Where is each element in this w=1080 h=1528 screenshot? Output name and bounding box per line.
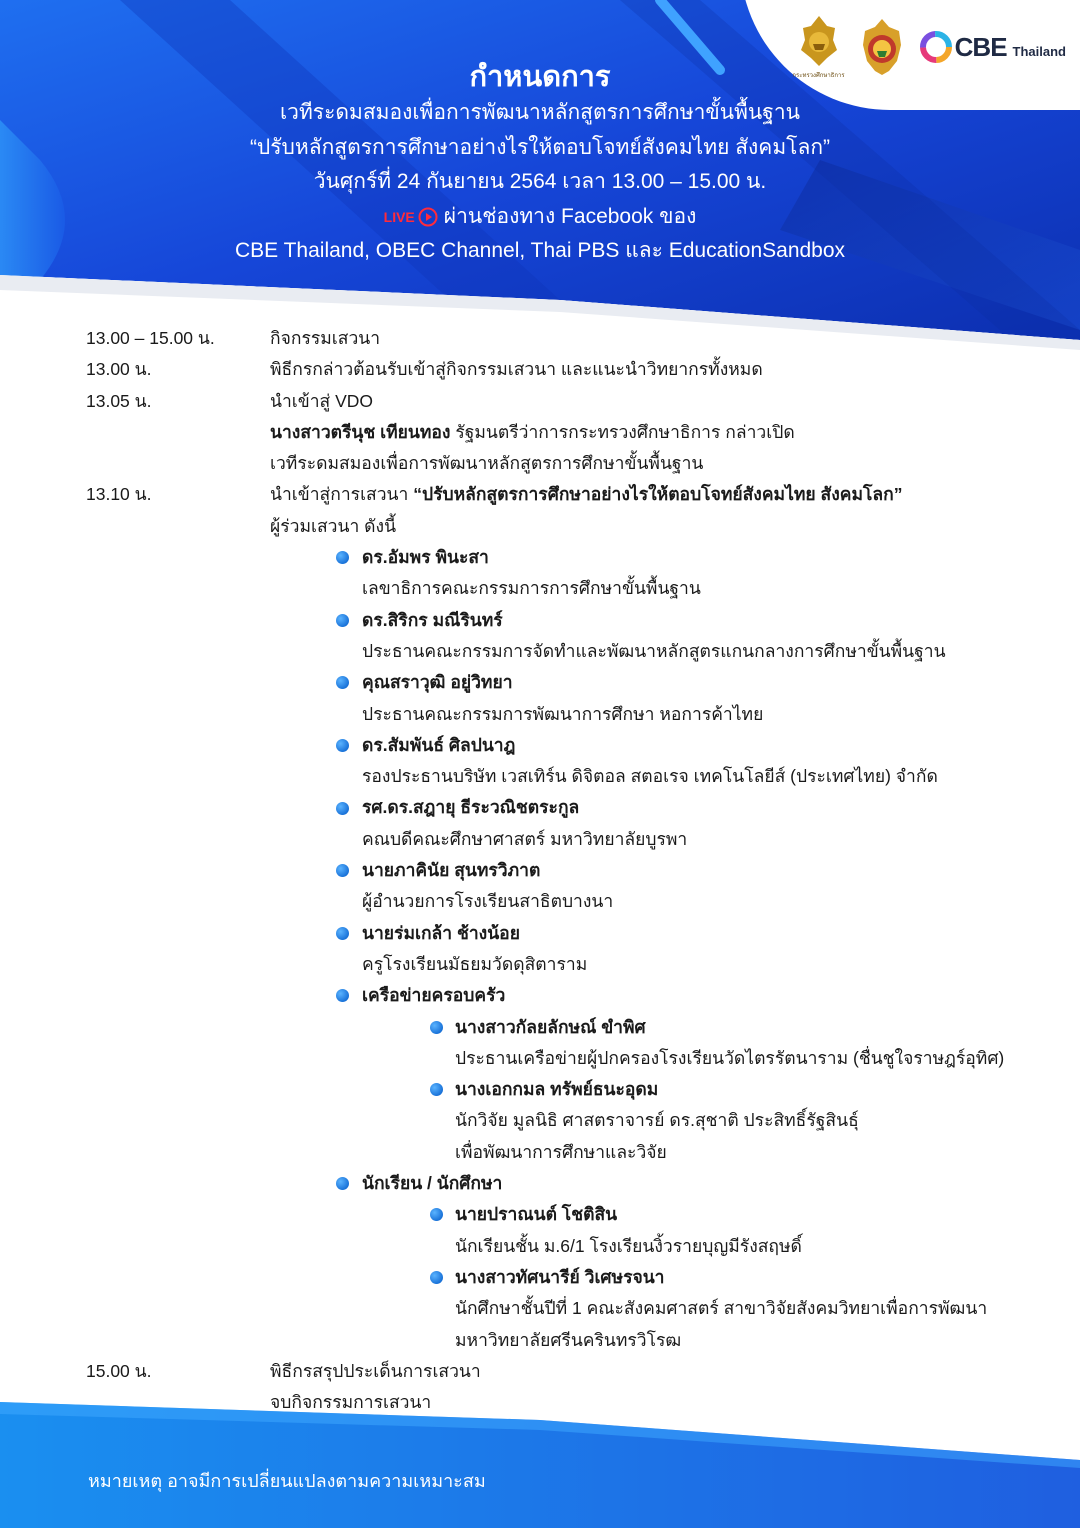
bullet-icon <box>336 605 349 636</box>
footer-banner <box>0 1390 1080 1528</box>
live-play-icon <box>418 207 438 227</box>
panelist-name: ดร.สิริกร มณีรินทร์ <box>362 609 503 630</box>
panelist-role: ประธานเครือข่ายผู้ปกครองโรงเรียนวัดไตรรัตนาราม (ชื่นชูใจราษฎร์อุทิศ) <box>455 1047 1005 1068</box>
panelist-role: ประธานคณะกรรมการพัฒนาการศึกษา หอการค้าไทย <box>362 703 764 724</box>
agenda-time: 15.00 น. <box>86 1360 152 1381</box>
panelist-role-row <box>0 1325 1080 1356</box>
panelist-role-row <box>0 636 1080 667</box>
panelist-role-row <box>0 573 1080 604</box>
agenda-row <box>0 323 1080 354</box>
panelist-item <box>0 918 1080 949</box>
cbe-logo-text: CBE <box>954 31 1007 62</box>
panelist-role: ครูโรงเรียนมัธยมวัดดุสิตาราม <box>362 953 588 974</box>
group-title: เครือข่ายครอบครัว <box>362 985 506 1006</box>
panelist-name: นายร่มเกล้า ช้างน้อย <box>362 922 520 943</box>
bullet-icon <box>336 792 349 823</box>
broadcast-text: ผ่านช่องทาง Facebook ของ <box>443 204 697 228</box>
panelist-role: รองประธานบริษัท เวสเทิร์น ดิจิตอล สตอเรจ เทคโนโลยีส์ (ประเทศไทย) จำกัด <box>362 766 938 787</box>
bullet-icon <box>336 542 349 573</box>
panelist-item <box>0 792 1080 823</box>
agenda-row <box>0 386 1080 417</box>
panelist-role-row <box>0 1293 1080 1324</box>
agenda-desc: ผู้ร่วมเสวนา ดังนี้ <box>270 515 397 536</box>
panelist-item <box>0 730 1080 761</box>
panelist-name: นายปราณนต์ โชติสิน <box>455 1204 618 1225</box>
panelist-name: นางสาวกัลยลักษณ์ ขำพิศ <box>455 1016 646 1037</box>
agenda-row <box>0 354 1080 385</box>
agenda-desc <box>270 479 902 510</box>
header-text-block <box>0 58 1080 269</box>
speaker-name: นางสาวตรีนุช เทียนทอง <box>270 421 451 442</box>
header-banner <box>0 0 1080 360</box>
panelist-role-row <box>0 949 1080 980</box>
panelist-item <box>0 605 1080 636</box>
panelist-role-row <box>0 824 1080 855</box>
panelist-item <box>0 1012 1080 1043</box>
panelist-name: นางสาวทัศนารีย์ วิเศษรจนา <box>455 1266 665 1287</box>
panelist-name: นางเอกกมล ทรัพย์ธนะอุดม <box>455 1079 659 1100</box>
bullet-icon <box>336 730 349 761</box>
agenda-time: 13.00 – 15.00 น. <box>86 328 215 348</box>
panelist-role-row <box>0 886 1080 917</box>
agenda-time: 13.00 น. <box>86 359 152 380</box>
panelist-role: มหาวิทยาลัยศรีนครินทรวิโรฒ <box>455 1329 682 1350</box>
panelist-role: นักวิจัย มูลนิธิ ศาสตราจารย์ ดร.สุชาติ ประสิทธิ์รัฐสินธุ์ <box>455 1110 859 1131</box>
agenda-desc: กิจกรรมเสวนา <box>270 328 381 348</box>
agenda-desc <box>270 417 795 448</box>
panelist-group <box>0 1168 1080 1199</box>
panelist-item <box>0 1199 1080 1230</box>
speaker-role: รัฐมนตรีว่าการกระทรวงศึกษาธิการ กล่าวเปิด <box>450 421 795 442</box>
panelist-role-row <box>0 1231 1080 1262</box>
bullet-icon <box>336 980 349 1011</box>
group-title: นักเรียน / นักศึกษา <box>362 1173 503 1194</box>
panelist-role-row <box>0 699 1080 730</box>
panelist-item <box>0 667 1080 698</box>
panelist-name: นายภาคินัย สุนทรวิภาต <box>362 860 541 881</box>
panelist-group <box>0 980 1080 1011</box>
forum-topic: “ปรับหลักสูตรการศึกษาอย่างไรให้ตอบโจทย์สังคมไทย สังคมโลก” <box>413 484 903 505</box>
broadcast-line <box>0 200 1080 235</box>
moe-logo-caption: กระทรวงศึกษาธิการ <box>792 72 845 79</box>
live-label: LIVE <box>383 208 415 225</box>
event-topic: “ปรับหลักสูตรการศึกษาอย่างไรให้ตอบโจทย์สังคมไทย สังคมโลก” <box>249 135 831 159</box>
panelist-role: ประธานคณะกรรมการจัดทำและพัฒนาหลักสูตรแกนกลางการศึกษาขั้นพื้นฐาน <box>362 640 946 661</box>
panelist-item <box>0 1074 1080 1105</box>
live-badge <box>384 200 438 235</box>
agenda-desc: พิธีกรสรุปประเด็นการเสวนา <box>270 1360 481 1381</box>
agenda-time: 13.10 น. <box>86 484 152 505</box>
agenda-desc: พิธีกรกล่าวต้อนรับเข้าสู่กิจกรรมเสวนา และแนะนำวิทยากรทั้งหมด <box>270 359 763 380</box>
agenda-desc: เวทีระดมสมองเพื่อการพัฒนาหลักสูตรการศึกษาขั้นพื้นฐาน <box>270 453 704 474</box>
panelist-name: ดร.สัมพันธ์ ศิลปนาฎ <box>362 734 516 755</box>
panelist-role-row <box>0 1105 1080 1136</box>
agenda-row <box>0 448 1080 479</box>
panelist-name: คุณสราวุฒิ อยู่วิทยา <box>362 672 513 693</box>
panelist-role: เพื่อพัฒนาการศึกษาและวิจัย <box>455 1141 667 1162</box>
footer-note: หมายเหตุ อาจมีการเปลี่ยนแปลงตามความเหมาะสม <box>88 1471 486 1491</box>
footer-background <box>0 1390 1080 1528</box>
bullet-icon <box>336 1168 349 1199</box>
bullet-icon <box>430 1012 443 1043</box>
bullet-icon <box>430 1074 443 1105</box>
panelist-name: ดร.อัมพร พินะสา <box>362 547 489 568</box>
panelist-name: รศ.ดร.สฎายุ ธีระวณิชตระกูล <box>362 797 580 818</box>
agenda-desc: นำเข้าสู่ VDO <box>270 390 374 411</box>
panelist-role-row <box>0 1137 1080 1168</box>
agenda-row <box>0 511 1080 542</box>
agenda-row <box>0 1356 1080 1387</box>
agenda-row <box>0 479 1080 510</box>
bullet-icon <box>336 918 349 949</box>
agenda <box>0 323 1080 1418</box>
panelist-role-row <box>0 761 1080 792</box>
panelist-role: คณบดีคณะศึกษาศาสตร์ มหาวิทยาลัยบูรพา <box>362 828 688 849</box>
event-name: เวทีระดมสมองเพื่อการพัฒนาหลักสูตรการศึกษาขั้นพื้นฐาน <box>279 101 801 124</box>
panelist-item <box>0 855 1080 886</box>
cbe-logo-subtext: Thailand <box>1012 43 1066 59</box>
page-title: กำหนดการ <box>469 61 611 93</box>
bullet-icon <box>336 855 349 886</box>
panelist-role-row <box>0 1043 1080 1074</box>
panelist-role: นักเรียนชั้น ม.6/1 โรงเรียนงิ้วรายบุญมีรังสฤษดิ์ <box>455 1235 802 1256</box>
event-datetime: วันศุกร์ที่ 24 กันยายน 2564 เวลา 13.00 – 15.00 น. <box>313 170 767 193</box>
agenda-time: 13.05 น. <box>86 390 152 411</box>
bullet-icon <box>336 667 349 698</box>
agenda-desc: จบกิจกรรมการเสวนา <box>270 1392 432 1413</box>
panelist-role: เลขาธิการคณะกรรมการการศึกษาขั้นพื้นฐาน <box>362 578 701 599</box>
panelist-role: นักศึกษาชั้นปีที่ 1 คณะสังคมศาสตร์ สาขาวิจัยสังคมวิทยาเพื่อการพัฒนา <box>455 1298 988 1319</box>
agenda-row <box>0 417 1080 448</box>
panelist-item <box>0 1262 1080 1293</box>
bullet-icon <box>430 1199 443 1230</box>
agenda-desc-prefix: นำเข้าสู่การเสวนา <box>270 484 414 505</box>
broadcast-channels: CBE Thailand, OBEC Channel, Thai PBS และ EducationSandbox <box>234 239 846 262</box>
bullet-icon <box>430 1262 443 1293</box>
panelist-role: ผู้อำนวยการโรงเรียนสาธิตบางนา <box>362 891 614 912</box>
panelist-item <box>0 542 1080 573</box>
